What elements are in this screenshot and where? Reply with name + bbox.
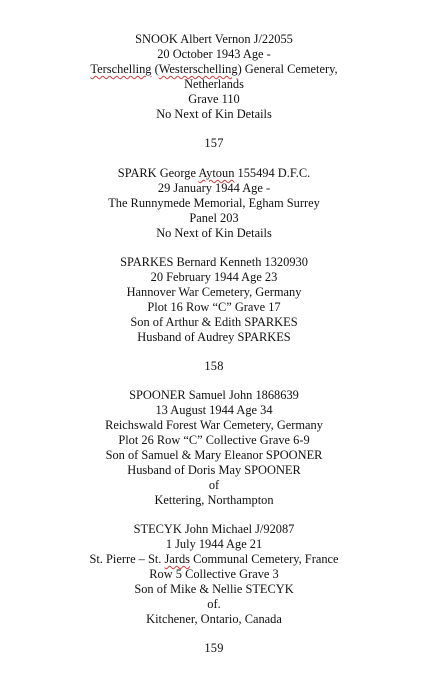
entry-grave-line: Plot 26 Row “C” Collective Grave 6-9 xyxy=(118,433,310,447)
entry-of-line: of. xyxy=(207,597,221,611)
spell-flagged-word: Jards xyxy=(164,552,190,566)
entry-date-line: 20 October 1943 Age - xyxy=(157,47,271,61)
name-text: 155494 D.F.C. xyxy=(234,166,311,180)
name-text: SPARK George xyxy=(117,166,199,180)
entry-date-line: 20 February 1944 Age 23 xyxy=(150,270,278,284)
entry-date-line: 1 July 1944 Age 21 xyxy=(165,537,263,551)
spell-flagged-word: Westerschelling xyxy=(158,62,238,76)
entry-grave-line: Grave 110 xyxy=(188,92,240,106)
page-number: 158 xyxy=(204,359,224,373)
entry-date-line: 13 August 1944 Age 34 xyxy=(155,403,273,417)
entry-kin-line: No Next of Kin Details xyxy=(156,226,272,240)
entry-name-line: SPARKES Bernard Kenneth 1320930 xyxy=(120,255,308,269)
entry-cemetery-line: Hannover War Cemetery, Germany xyxy=(126,285,302,299)
entry-name-line xyxy=(0,166,428,181)
entry-date-line: 29 January 1944 Age - xyxy=(157,181,271,195)
entry-panel-line: Panel 203 xyxy=(189,211,239,225)
cemetery-text: ( xyxy=(151,62,159,76)
entry-name-line: STECYK John Michael J/92087 xyxy=(133,522,295,536)
page-number: 157 xyxy=(204,136,224,150)
cemetery-text: St. Pierre – St. xyxy=(89,552,165,566)
page-number: 159 xyxy=(204,641,224,655)
spell-flagged-word: Terschelling xyxy=(90,62,152,76)
entry-parents-line: Son of Mike & Nellie STECYK xyxy=(134,582,294,596)
entry-grave-line: Plot 16 Row “C” Grave 17 xyxy=(147,300,281,314)
entry-of-line: of xyxy=(208,478,220,492)
entry-kin-line: No Next of Kin Details xyxy=(156,107,272,121)
entry-spouse-line: Husband of Doris May SPOONER xyxy=(127,463,301,477)
entry-cemetery-line xyxy=(0,552,428,567)
entry-hometown-line: Kettering, Northampton xyxy=(154,493,274,507)
cemetery-text: ) General Cemetery, xyxy=(237,62,338,76)
entry-name-line: SPOONER Samuel John 1868639 xyxy=(129,388,299,402)
entry-cemetery-line xyxy=(0,62,428,77)
entry-name-line: SNOOK Albert Vernon J/22055 xyxy=(135,32,293,46)
cemetery-text: Communal Cemetery, France xyxy=(189,552,339,566)
spell-flagged-word: Aytoun xyxy=(198,166,235,180)
entry-grave-line: Row 5 Collective Grave 3 xyxy=(149,567,279,581)
entry-memorial-line: The Runnymede Memorial, Egham Surrey xyxy=(108,196,320,210)
entry-cemetery-line: Reichswald Forest War Cemetery, Germany xyxy=(105,418,323,432)
entry-hometown-line: Kitchener, Ontario, Canada xyxy=(146,612,282,626)
entry-spouse-line: Husband of Audrey SPARKES xyxy=(137,330,291,344)
entry-parents-line: Son of Samuel & Mary Eleanor SPOONER xyxy=(105,448,323,462)
entry-location-line: Netherlands xyxy=(184,77,244,91)
entry-parents-line: Son of Arthur & Edith SPARKES xyxy=(130,315,298,329)
